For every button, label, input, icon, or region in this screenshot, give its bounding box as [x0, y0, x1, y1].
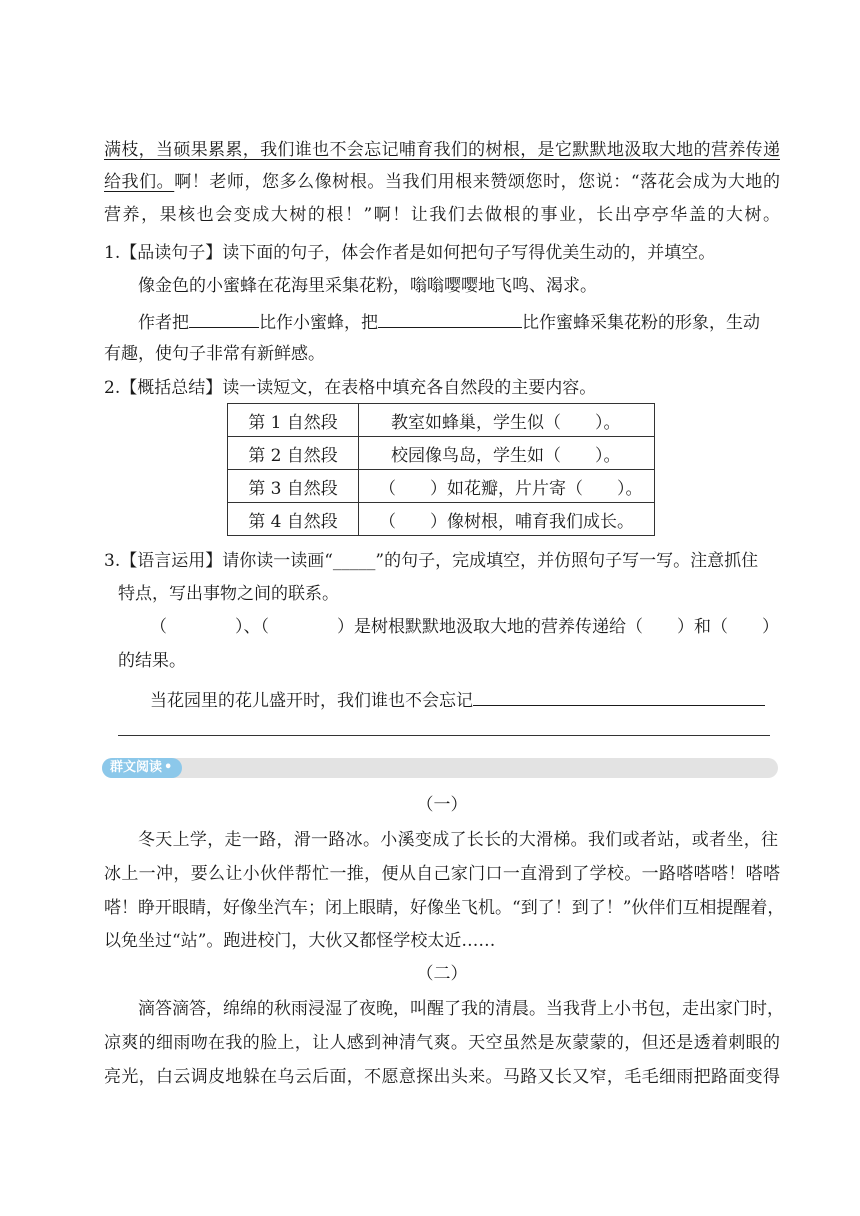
passage-underlined-end: 给我们。 [104, 172, 175, 192]
reading-1-line-1: 冬天上学，走一路，滑一路冰。小溪变成了长长的大滑梯。我们或者站，或者坐，往 [138, 830, 778, 850]
bullet-icon: • [164, 760, 173, 775]
reading-2-line-3: 亮光，白云调皮地躲在乌云后面，不愿意探出头来。马路又长又窄，毛毛细雨把路面变得 [104, 1067, 780, 1087]
q1-title: 1.【品读句子】读下面的句子，体会作者是如何把句子写得优美生动的，并填空。 [104, 243, 716, 263]
reading-2-line-2: 凉爽的细雨吻在我的脸上，让人感到神清气爽。天空虽然是灰蒙蒙的，但还是透着刺眼的 [104, 1033, 780, 1053]
table-cell-paragraph: 第 2 自然段 [228, 437, 359, 470]
table-row [228, 470, 655, 503]
table-cell-paragraph: 第 3 自然段 [228, 470, 359, 503]
table-cell-paragraph: 第 4 自然段 [228, 503, 359, 536]
reading-1-line-2: 冰上一冲，要么让小伙伴帮忙一推，便从自己家门口一直滑到了学校。一路嗒嗒嗒！嗒嗒 [104, 864, 780, 884]
table-row [228, 437, 655, 470]
q1-blank-2[interactable] [378, 309, 522, 328]
reading-1-line-4: 以免坐过“站”。跑进校门，大伙又都怪学校太近…… [104, 931, 496, 951]
q1-fill-line-2: 有趣，使句子非常有新鲜感。 [104, 344, 325, 364]
answer-line[interactable] [118, 735, 770, 736]
table-cell-content[interactable]: 教室如蜂巢，学生似（ ）。 [359, 404, 655, 437]
reading-1-heading: （一） [416, 795, 468, 815]
table-row [228, 404, 655, 437]
passage-line-1: 满枝，当硕果累累，我们谁也不会忘记哺育我们的树根，是它默默地汲取大地的营养传递 [104, 140, 780, 160]
q1-fill-text-c: 比作蜜蜂采集花粉的形象，生动 [522, 313, 760, 333]
q3-imitate-prompt: 当花园里的花儿盛开时，我们谁也不会忘记 [150, 691, 473, 711]
table-cell-content[interactable]: （ ）像树根，哺育我们成长。 [359, 503, 655, 536]
q1-fill-text-b: 比作小蜜蜂，把 [259, 313, 378, 333]
q1-quote: 像金色的小蜜蜂在花海里采集花粉，嗡嗡嘤嘤地飞鸣、渴求。 [138, 276, 597, 296]
table-row [228, 503, 655, 536]
q3-title-line-2: 特点，写出事物之间的联系。 [118, 584, 339, 604]
reading-2-line-1: 滴答滴答，绵绵的秋雨浸湿了夜晚，叫醒了我的清晨。当我背上小书包，走出家门时， [138, 999, 784, 1019]
passage-line-3: 营养，果核也会变成大树的根！”啊！让我们去做根的事业，长出亭亭华盖的大树。 [104, 205, 780, 225]
passage-line-2-rest: 啊！老师，您多么像树根。当我们用根来赞颂您时，您说：“落花会成为大地的 [174, 172, 780, 192]
q1-fill-text-a: 作者把 [138, 313, 189, 333]
reading-1-line-3: 嗒！睁开眼睛，好像坐汽车；闭上眼睛，好像坐飞机。“到了！到了！”伙伴们互相提醒着， [104, 898, 785, 918]
q1-blank-1[interactable] [189, 309, 259, 328]
q1-fill-line [138, 309, 780, 335]
reading-2-heading: （二） [416, 964, 468, 984]
table-cell-paragraph: 第 1 自然段 [228, 404, 359, 437]
passage-line-2 [104, 170, 780, 194]
q3-fill-line-2: 的结果。 [118, 651, 186, 671]
table-cell-content[interactable]: （ ）如花瓣，片片寄（ ）。 [359, 470, 655, 503]
section-banner [102, 758, 778, 778]
summary-table [227, 403, 655, 536]
q3-imitate-blank[interactable] [473, 687, 765, 706]
q3-title-line-1: 3.【语言运用】请你读一读画“_____”的句子，完成填空，并仿照句子写一写。注意抓住 [104, 551, 759, 571]
q2-title: 2.【概括总结】读一读短文，在表格中填充各自然段的主要内容。 [104, 378, 597, 398]
section-label: 群文阅读 • [102, 758, 182, 778]
q3-fill-line-1[interactable]: （ ）、（ ）是树根默默地汲取大地的营养传递给（ ）和（ ） [150, 617, 779, 637]
q3-imitate-line [150, 687, 780, 713]
table-cell-content[interactable]: 校园像鸟岛，学生如（ ）。 [359, 437, 655, 470]
